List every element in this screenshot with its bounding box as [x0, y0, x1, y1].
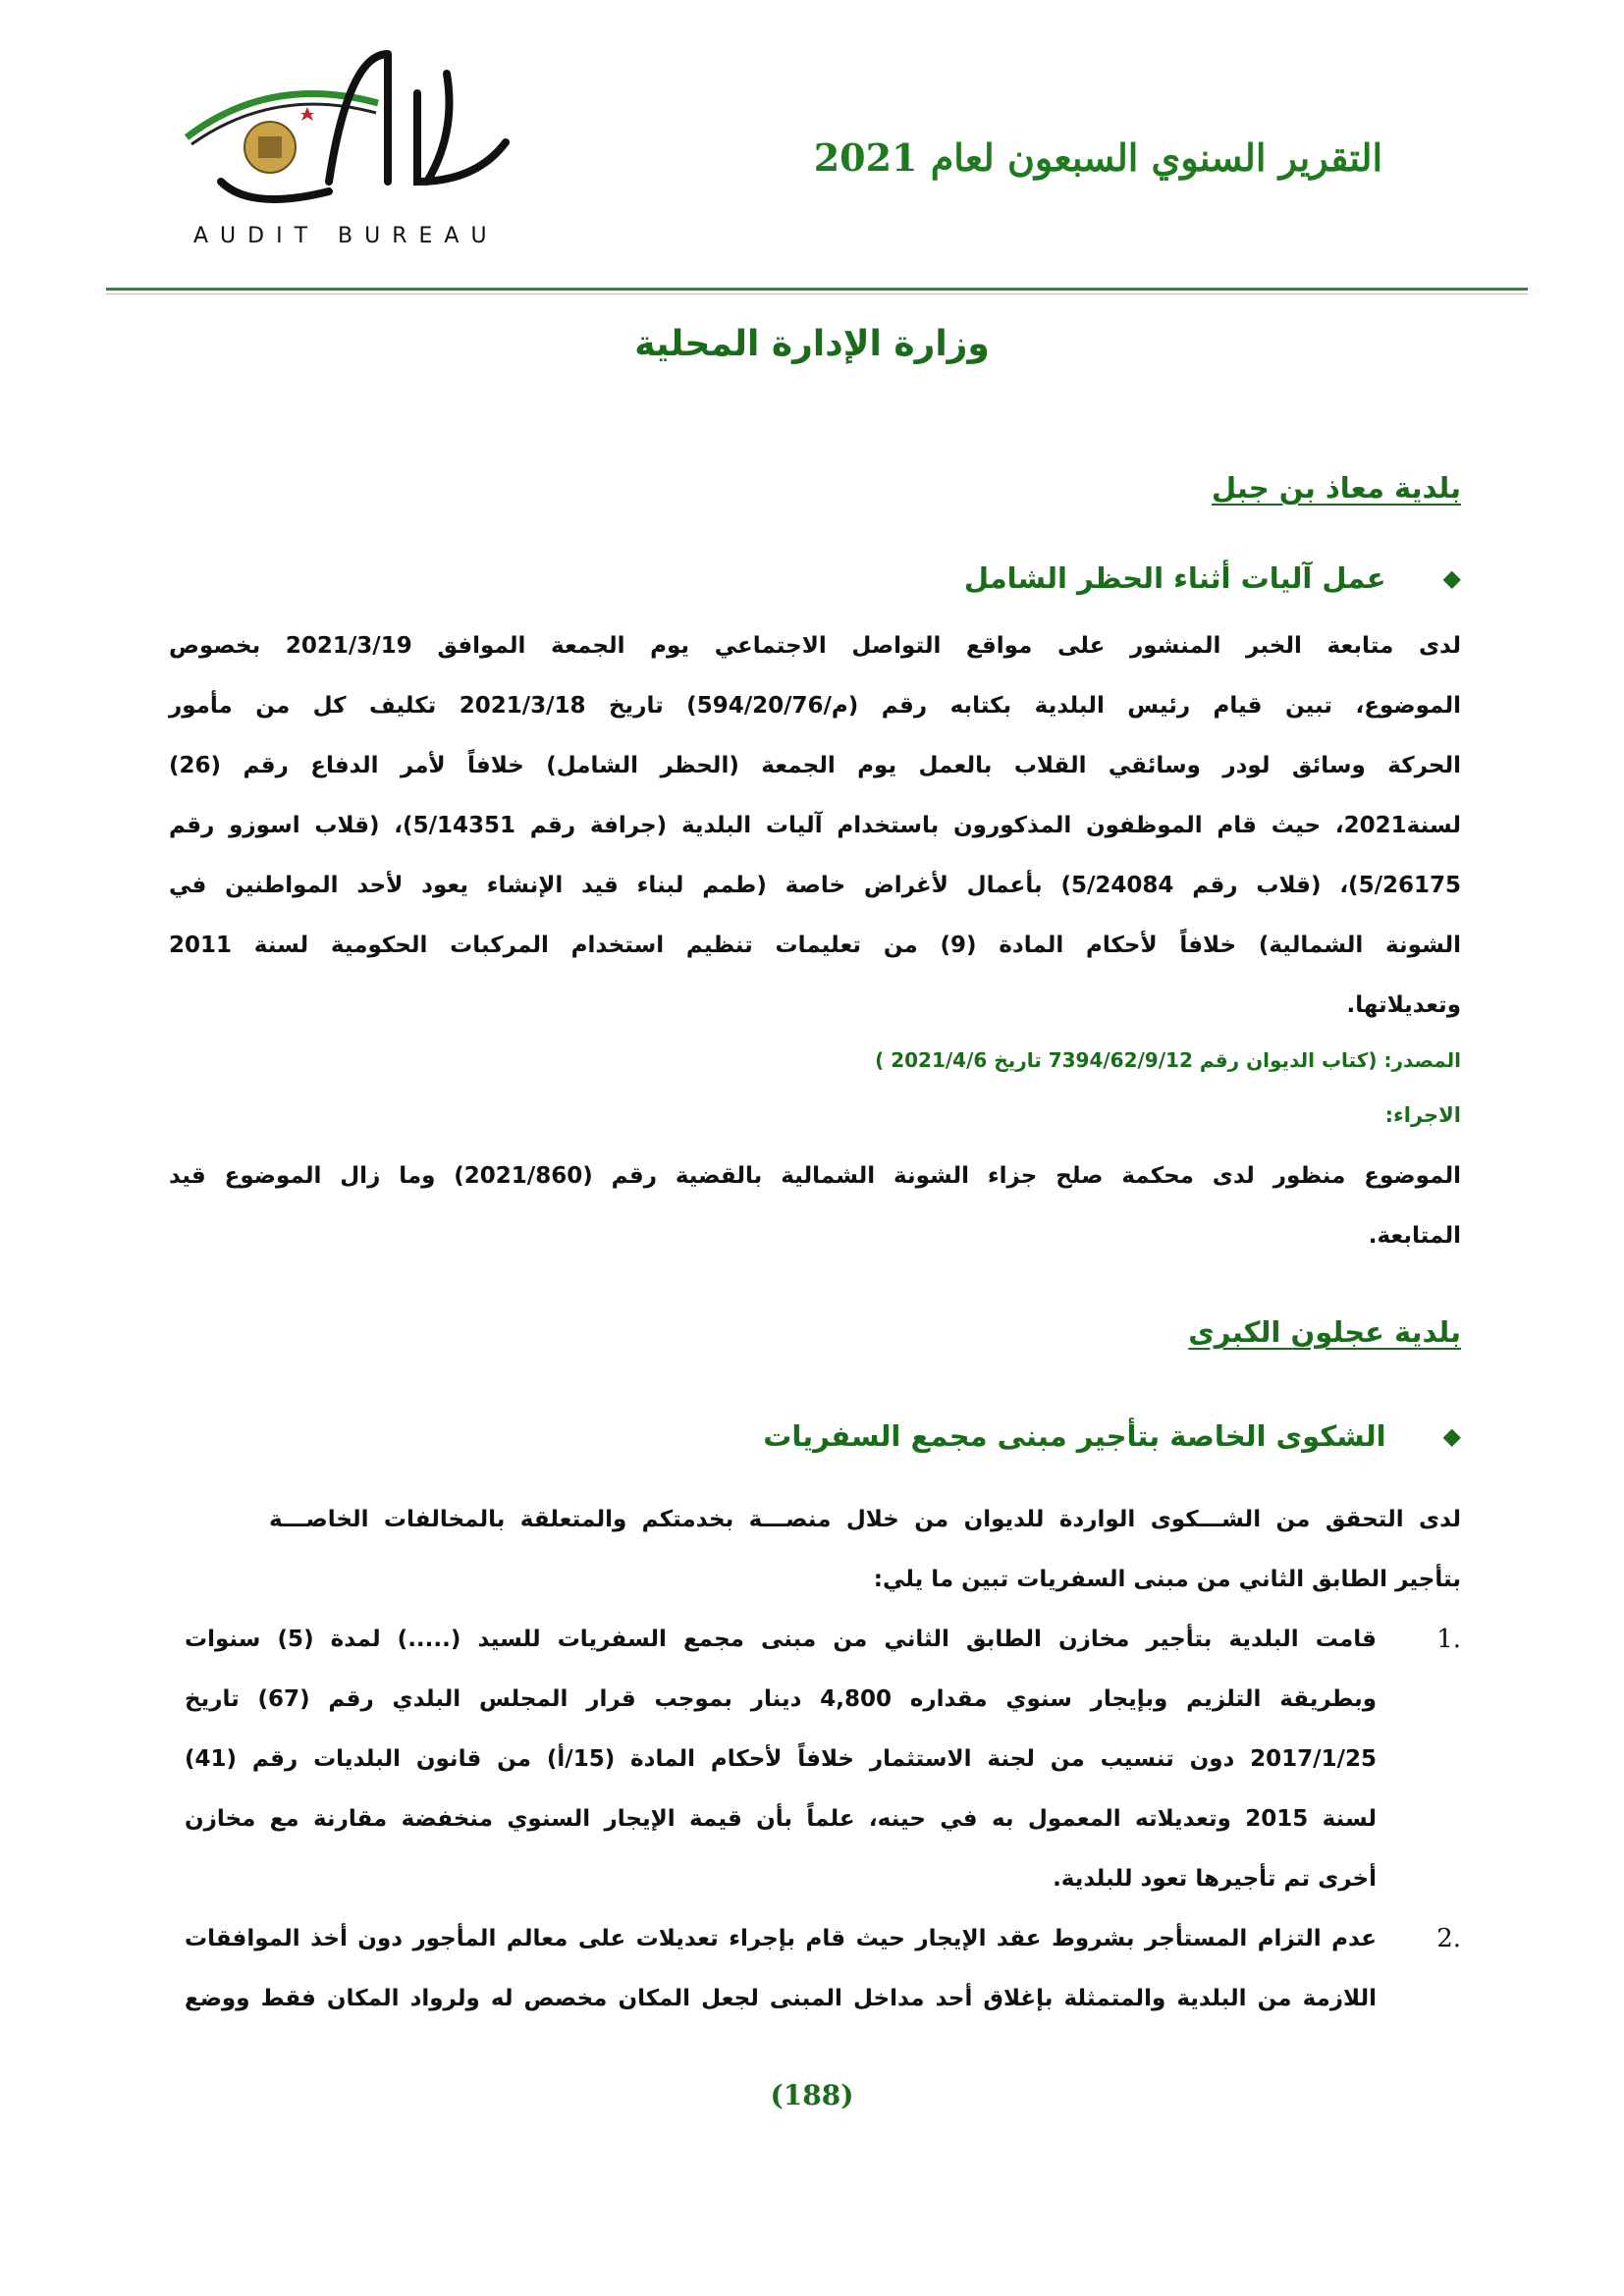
report-title: التقرير السنوي السبعون لعام 2021	[813, 135, 1382, 180]
ministry-title: وزارة الإدارة المحلية	[634, 324, 990, 364]
text-line: اللازمة من البلدية والمتمثلة بإغلاق أحد مداخل المبنى لجعل المكان مخصص له ولرواد المكان فقط ووضع	[185, 1986, 1377, 2011]
diamond-bullet-icon: ◆	[1442, 564, 1461, 592]
logo-english-text: AUDIT BUREAU	[193, 224, 499, 248]
text-line: وبطريقة التلزيم وبإيجار سنوي مقداره 4,800 دينار بموجب قرار المجلس البلدي رقم (67) تاريخ	[185, 1686, 1378, 1712]
text-line: 2017/1/25 دون تنسيب من لجنة الاستثمار خلافاً لأحكام المادة (15/أ) من قانون البلديات رقم (41)	[185, 1746, 1377, 1772]
diamond-bullet-icon: ◆	[1442, 1422, 1461, 1450]
list-item-number: .2	[1436, 1924, 1461, 1953]
finding-paragraph	[169, 616, 1461, 1036]
bullet-heading: ◆ الشكوى الخاصة بتأجير مبنى مجمع السفريات	[763, 1419, 1461, 1453]
list-item-body	[185, 1909, 1377, 2029]
list-item-number: .1	[1436, 1625, 1461, 1654]
header-divider	[106, 288, 1528, 291]
list-item-body	[185, 1610, 1377, 1909]
list-item	[169, 1610, 1461, 1909]
text-line: أخرى تم تأجيرها تعود للبلدية.	[1053, 1866, 1377, 1892]
section-title-maath: بلدية معاذ بن جبل	[1212, 471, 1461, 505]
text-line: 5/26175)، (قلاب رقم 5/24084) بأعمال لأغراض خاصة (طمم لبناء قيد الإنشاء يعود لأحد المواطنين في	[169, 873, 1461, 898]
page-number: (188)	[770, 2079, 854, 2111]
text-line: بتأجير الطابق الثاني من مبنى السفريات تبين ما يلي:	[873, 1567, 1461, 1592]
intro-paragraph	[269, 1490, 1461, 1610]
source-note: المصدر: (كتاب الديوان رقم 7394/62/9/12 تاريخ 2021/4/6 )	[875, 1048, 1461, 1072]
bullet-heading: ◆ عمل آليات أثناء الحظر الشامل	[963, 561, 1461, 595]
text-line: الحركة وسائق لودر وسائقي القلاب بالعمل يوم الجمعة (الحظر الشامل) خلافاً لأمر الدفاع رقم (26)	[169, 753, 1461, 778]
action-paragraph	[169, 1147, 1461, 1266]
text-line: الموضوع، تبين قيام رئيس البلدية بكتابه رقم (م/594/20/76) تاريخ 2021/3/18 تكليف كل من مأمور	[169, 693, 1461, 719]
list-item	[169, 1909, 1461, 2029]
action-label: الاجراء:	[1384, 1103, 1461, 1127]
text-line: وتعديلاتها.	[1346, 992, 1461, 1018]
text-line: المتابعة.	[1368, 1223, 1461, 1249]
text-line: لدى متابعة الخبر المنشور على مواقع التواصل الاجتماعي يوم الجمعة الموافق 2021/3/19 بخصوص	[169, 633, 1461, 659]
text-line: عدم التزام المستأجر بشروط عقد الإيجار حيث قام بإجراء تعديلات على معالم المأجور دون أخذ الموافقات	[185, 1926, 1377, 1951]
findings-list	[169, 1610, 1461, 2029]
text-line: الشونة الشمالية) خلافاً لأحكام المادة (9) من تعليمات تنظيم استخدام المركبات الحكومية لسنة 2011	[169, 933, 1461, 958]
section-title-ajloun: بلدية عجلون الكبرى	[1188, 1315, 1461, 1349]
text-line: لدى التحقق من الشـــكوى الواردة للديوان من خلال منصـــة بخدمتكم والمتعلقة بالمخالفات الخاصـــة	[269, 1507, 1461, 1532]
audit-bureau-logo	[182, 34, 555, 260]
text-line: لسنة2021، حيث قام الموظفون المذكورون باستخدام آليات البلدية (جرافة رقم 5/14351)، (قلاب اسوزو رقم	[169, 813, 1462, 838]
text-line: لسنة 2015 وتعديلاته المعمول به في حينه، علماً بأن قيمة الإيجار السنوي منخفضة مقارنة مع مخازن	[185, 1806, 1377, 1832]
text-line: الموضوع منظور لدى محكمة صلح جزاء الشونة الشمالية بالقضية رقم (2021/860) وما زال الموضوع قيد	[169, 1163, 1461, 1189]
text-line: قامت البلدية بتأجير مخازن الطابق الثاني من مبنى مجمع السفريات للسيد (.....) لمدة (5) سنوات	[185, 1627, 1377, 1652]
